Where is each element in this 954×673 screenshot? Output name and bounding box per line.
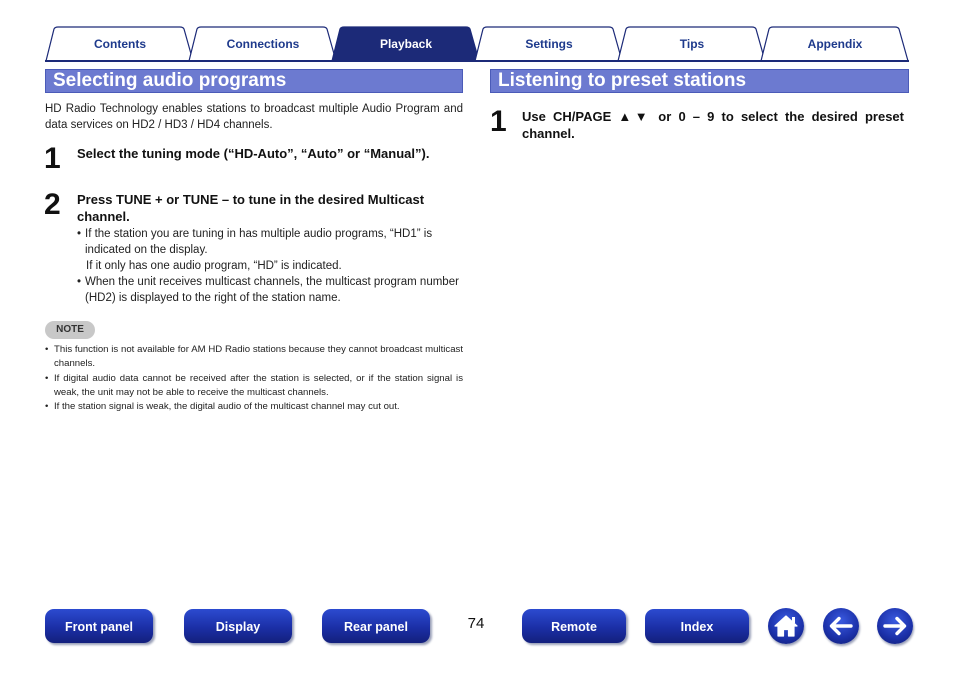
intro-paragraph: HD Radio Technology enables stations to broadcast multiple Audio Program and data services on HD2 / HD3 / HD4 channels. — [45, 103, 463, 131]
front-panel-button[interactable]: Front panel — [45, 609, 153, 643]
rear-panel-button[interactable]: Rear panel — [322, 609, 430, 643]
forward-arrow-icon — [877, 608, 913, 644]
bullet-text: When the unit receives multicast channels, the multicast program number (HD2) is displayed to the right of the station name. — [85, 276, 459, 304]
step-bullets — [77, 226, 463, 306]
bullet-text: If the station you are tuning in has multiple audio programs, “HD1” is indicated on the display. — [85, 228, 433, 256]
step-number: 1 — [490, 105, 507, 138]
home-icon — [768, 608, 804, 644]
bullet-item — [77, 226, 463, 258]
section-heading-preset-stations: Listening to preset stations — [490, 69, 909, 93]
note-badge: NOTE — [45, 321, 95, 339]
tab-appendix[interactable] — [760, 26, 910, 61]
index-button[interactable]: Index — [645, 609, 749, 643]
tab-label: Tips — [679, 37, 705, 51]
bullet-dot: • — [45, 401, 49, 413]
bullet-dot: • — [77, 228, 82, 240]
tab-label: Appendix — [807, 37, 863, 51]
tab-label: Settings — [525, 37, 573, 51]
display-button[interactable]: Display — [184, 609, 292, 643]
step-number: 2 — [44, 188, 61, 221]
remote-button[interactable]: Remote — [522, 609, 626, 643]
bullet-continuation: If it only has one audio program, “HD” is indicated. — [86, 260, 342, 272]
forward-button[interactable] — [877, 608, 913, 644]
note-item — [45, 372, 463, 401]
tab-label: Playback — [379, 37, 433, 51]
tab-underline — [45, 60, 909, 62]
section-heading-audio-programs: Selecting audio programs — [45, 69, 463, 93]
note-list — [45, 343, 463, 414]
tab-label: Connections — [226, 37, 300, 51]
tab-contents[interactable] — [45, 26, 195, 61]
note-text: If the station signal is weak, the digital audio of the multicast channel may cut out. — [54, 401, 400, 413]
bullet-item — [77, 274, 463, 306]
tab-tips[interactable] — [617, 26, 767, 61]
step-number: 1 — [44, 142, 61, 175]
tab-label: Contents — [94, 37, 146, 51]
bullet-dot: • — [45, 344, 49, 355]
tab-connections[interactable] — [188, 26, 338, 61]
note-text: This function is not available for AM HD Radio stations because they cannot broadcast multicast channels. — [54, 344, 463, 370]
step-instruction: Use CH/PAGE ▲▼ or 0 – 9 to select the desired preset channel. — [522, 109, 904, 141]
chapter-tabs — [0, 26, 954, 62]
step-instruction: Press TUNE + or TUNE – to tune in the desired Multicast channel. — [77, 192, 425, 224]
tab-settings[interactable] — [474, 26, 624, 61]
bullet-dot: • — [77, 276, 82, 288]
note-text: If digital audio data cannot be received after the station is selected, or if the station signal is weak, the unit may not be able to receive the multicast channels. — [54, 372, 463, 398]
page-number: 74 — [467, 615, 485, 632]
bullet-dot: • — [45, 372, 49, 384]
step-instruction: Select the tuning mode (“HD-Auto”, “Auto” or “Manual”). — [77, 146, 430, 161]
note-item — [45, 343, 463, 372]
back-arrow-icon — [823, 608, 859, 644]
tab-playback[interactable] — [331, 26, 481, 61]
note-item — [45, 400, 463, 414]
home-button[interactable] — [768, 608, 804, 644]
back-button[interactable] — [823, 608, 859, 644]
